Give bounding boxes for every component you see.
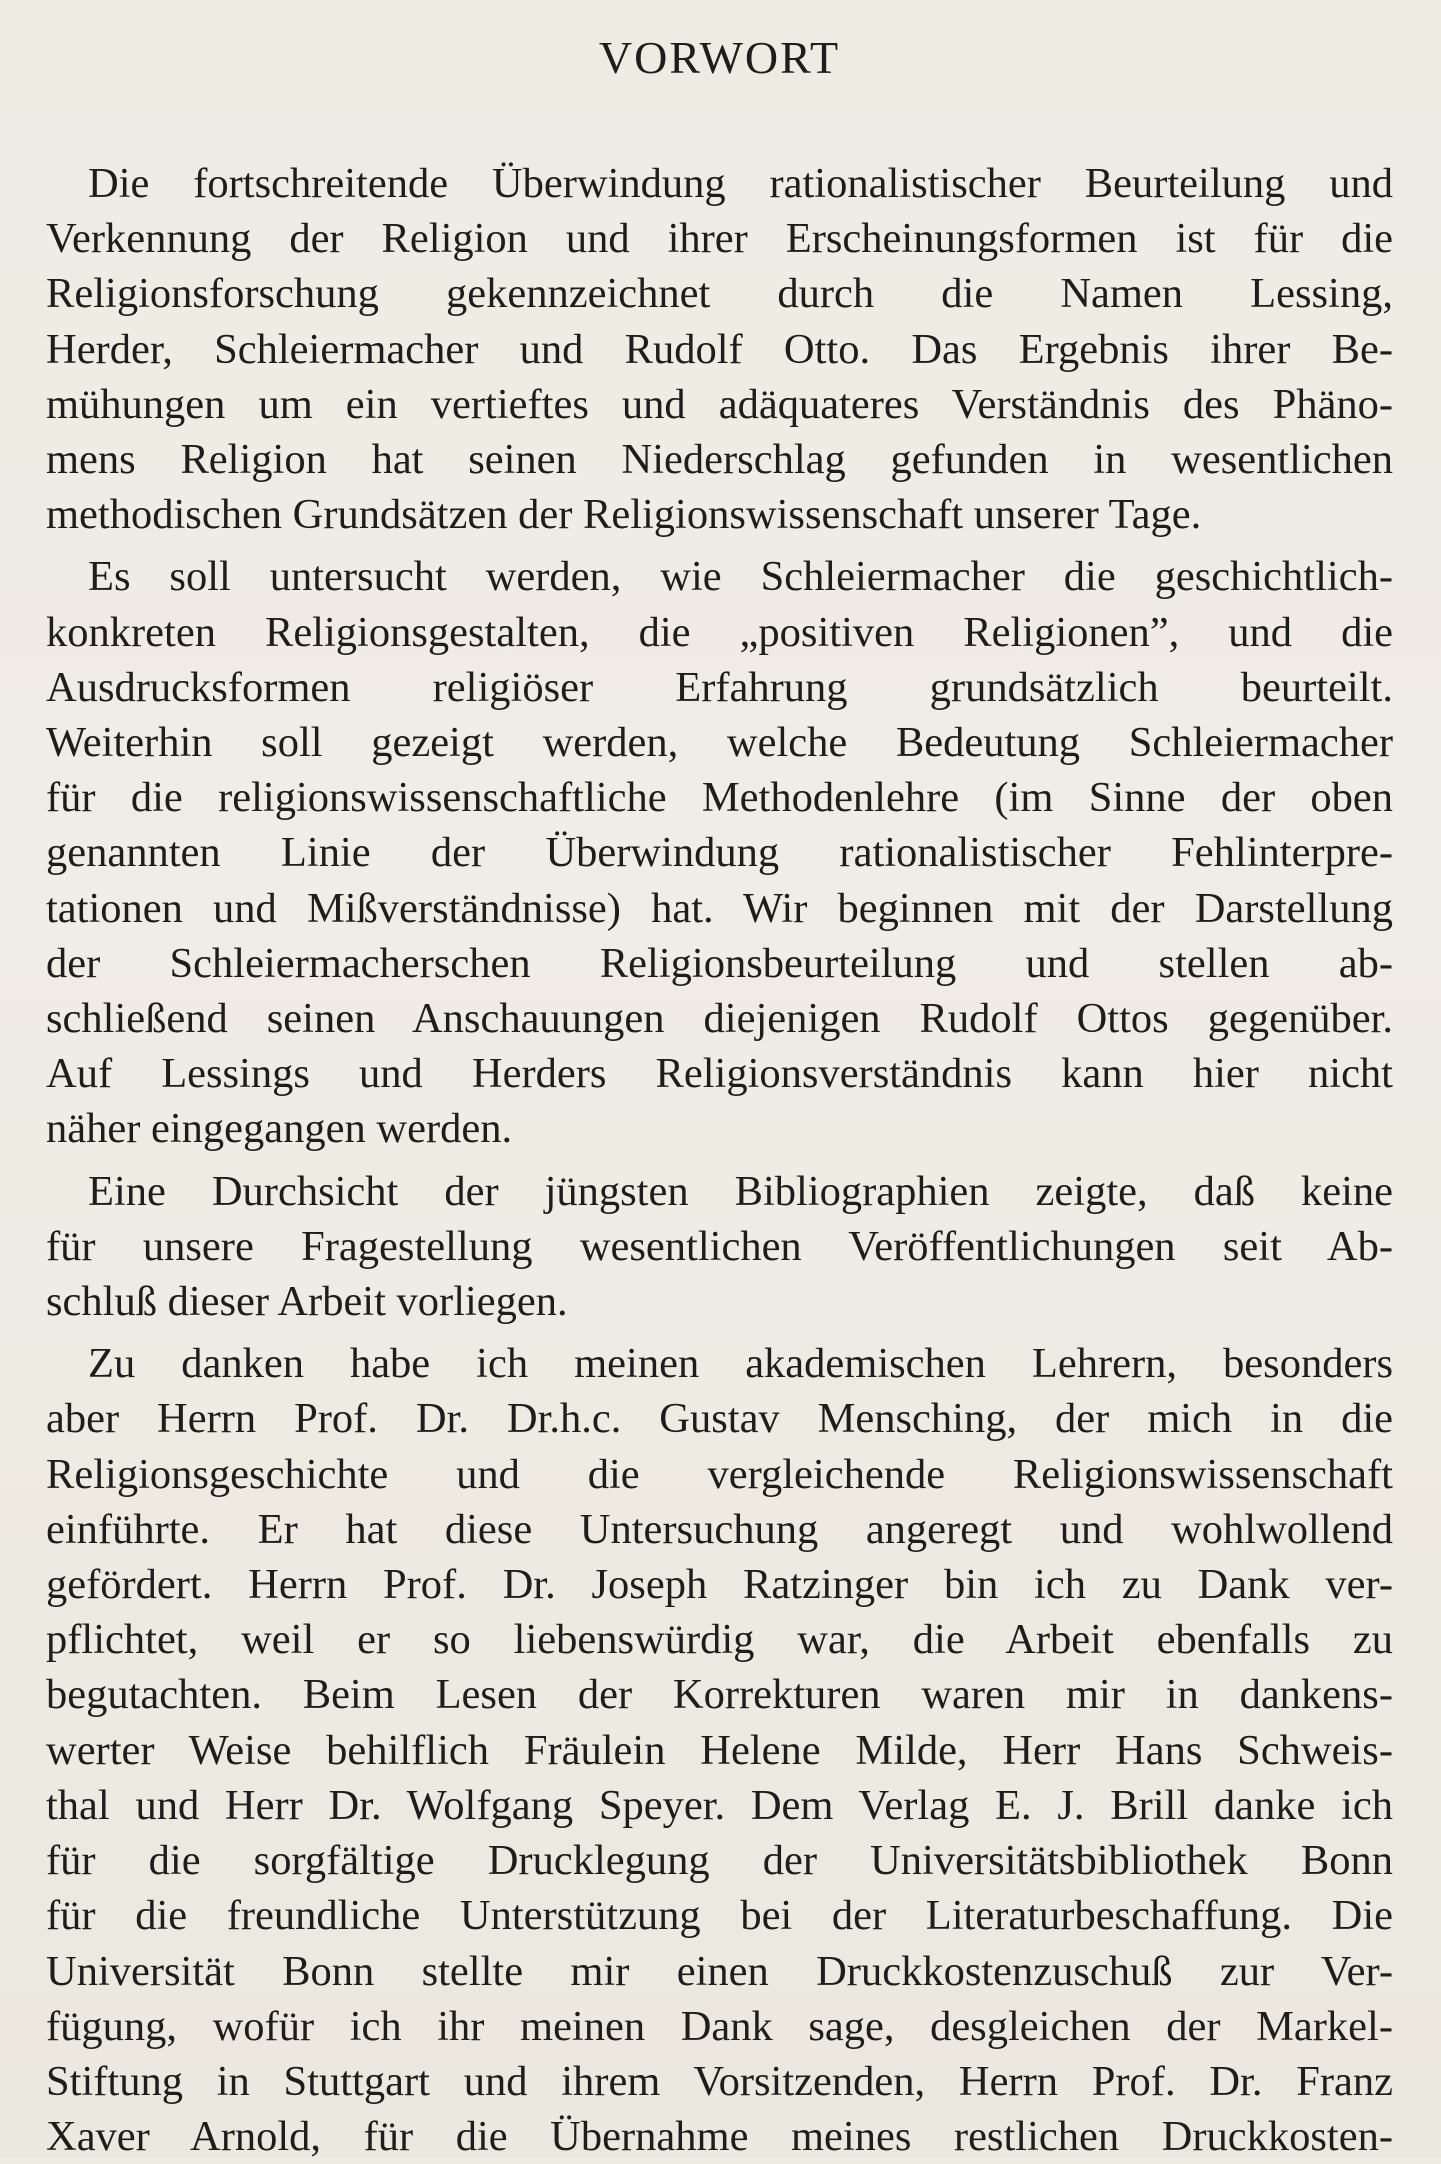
text-line: begutachten. Beim Lesen der Korrekturen waren mir in dankens- xyxy=(46,1671,1393,1719)
text-line: schließend seinen Anschauungen diejenigen Rudolf Ottos gegenüber. xyxy=(46,995,1393,1043)
text-line: aber Herrn Prof. Dr. Dr.h.c. Gustav Mensching, der mich in die xyxy=(46,1395,1393,1443)
text-line: gefördert. Herrn Prof. Dr. Joseph Ratzinger bin ich zu Dank ver- xyxy=(46,1561,1393,1609)
text-line: methodischen Grundsätzen der Religionswissenschaft unserer Tage. xyxy=(46,491,1202,539)
text-line: für die religionswissenschaftliche Methodenlehre (im Sinne der oben xyxy=(46,774,1393,822)
text-line: Auf Lessings und Herders Religionsverständnis kann hier nicht xyxy=(46,1050,1393,1098)
paragraph xyxy=(46,156,1393,542)
text-line: Es soll untersucht werden, wie Schleiermacher die geschichtlich- xyxy=(88,553,1393,601)
text-line: Stiftung in Stuttgart und ihrem Vorsitzenden, Herrn Prof. Dr. Franz xyxy=(46,2057,1393,2105)
text-line: Weiterhin soll gezeigt werden, welche Bedeutung Schleiermacher xyxy=(46,719,1393,767)
text-line: Religionsforschung gekennzeichnet durch die Namen Lessing, xyxy=(46,270,1393,318)
text-line: konkreten Religionsgestalten, die „positiven Religionen”, und die xyxy=(46,608,1393,656)
text-line: Herder, Schleiermacher und Rudolf Otto. Das Ergebnis ihrer Be- xyxy=(46,325,1393,373)
text-line: tationen und Mißverständnisse) hat. Wir beginnen mit der Darstellung xyxy=(46,884,1393,932)
text-line: werter Weise behilflich Fräulein Helene Milde, Herr Hans Schweis- xyxy=(46,1726,1393,1774)
text-line: Ausdrucksformen religiöser Erfahrung grundsätzlich beurteilt. xyxy=(46,663,1393,711)
preface-body xyxy=(46,156,1393,2164)
text-line: Xaver Arnold, für die Übernahme meines restlichen Druckkosten- xyxy=(46,2113,1393,2161)
text-line: Religionsgeschichte und die vergleichende Religionswissenschaft xyxy=(46,1450,1393,1498)
text-line: genannten Linie der Überwindung rationalistischer Fehlinterpre- xyxy=(46,829,1393,877)
text-line: pflichtet, weil er so liebenswürdig war, die Arbeit ebenfalls zu xyxy=(46,1616,1393,1664)
text-line: Zu danken habe ich meinen akademischen Lehrern, besonders xyxy=(88,1340,1393,1388)
text-line: näher eingegangen werden. xyxy=(46,1105,513,1153)
text-line: für unsere Fragestellung wesentlichen Veröffentlichungen seit Ab- xyxy=(46,1222,1393,1270)
text-line: der Schleiermacherschen Religionsbeurteilung und stellen ab- xyxy=(46,939,1393,987)
paragraph xyxy=(46,549,1393,1156)
text-line: Die fortschreitende Überwindung rationalistischer Beurteilung und xyxy=(88,160,1393,207)
text-line: mühungen um ein vertieftes und adäquateres Verständnis des Phäno- xyxy=(46,380,1393,428)
paragraph xyxy=(46,1336,1393,2164)
text-line: schluß dieser Arbeit vorliegen. xyxy=(46,1278,568,1326)
text-line: für die freundliche Unterstützung bei der Literaturbeschaffung. Die xyxy=(46,1892,1393,1940)
text-line: Verkennung der Religion und ihrer Erscheinungsformen ist für die xyxy=(46,215,1393,263)
page-title: VORWORT xyxy=(598,32,841,83)
paragraph xyxy=(46,1164,1393,1330)
text-line: Eine Durchsicht der jüngsten Bibliographien zeigte, daß keine xyxy=(88,1167,1393,1215)
text-line: thal und Herr Dr. Wolfgang Speyer. Dem Verlag E. J. Brill danke ich xyxy=(46,1781,1393,1829)
text-line: mens Religion hat seinen Niederschlag gefunden in wesentlichen xyxy=(46,436,1393,484)
text-line: fügung, wofür ich ihr meinen Dank sage, desgleichen der Markel- xyxy=(46,2002,1393,2050)
text-line: Universität Bonn stellte mir einen Druckkostenzuschuß zur Ver- xyxy=(46,1947,1393,1995)
text-line: für die sorgfältige Drucklegung der Universitätsbibliothek Bonn xyxy=(46,1837,1393,1885)
text-line: einführte. Er hat diese Untersuchung angeregt und wohlwollend xyxy=(46,1505,1393,1553)
